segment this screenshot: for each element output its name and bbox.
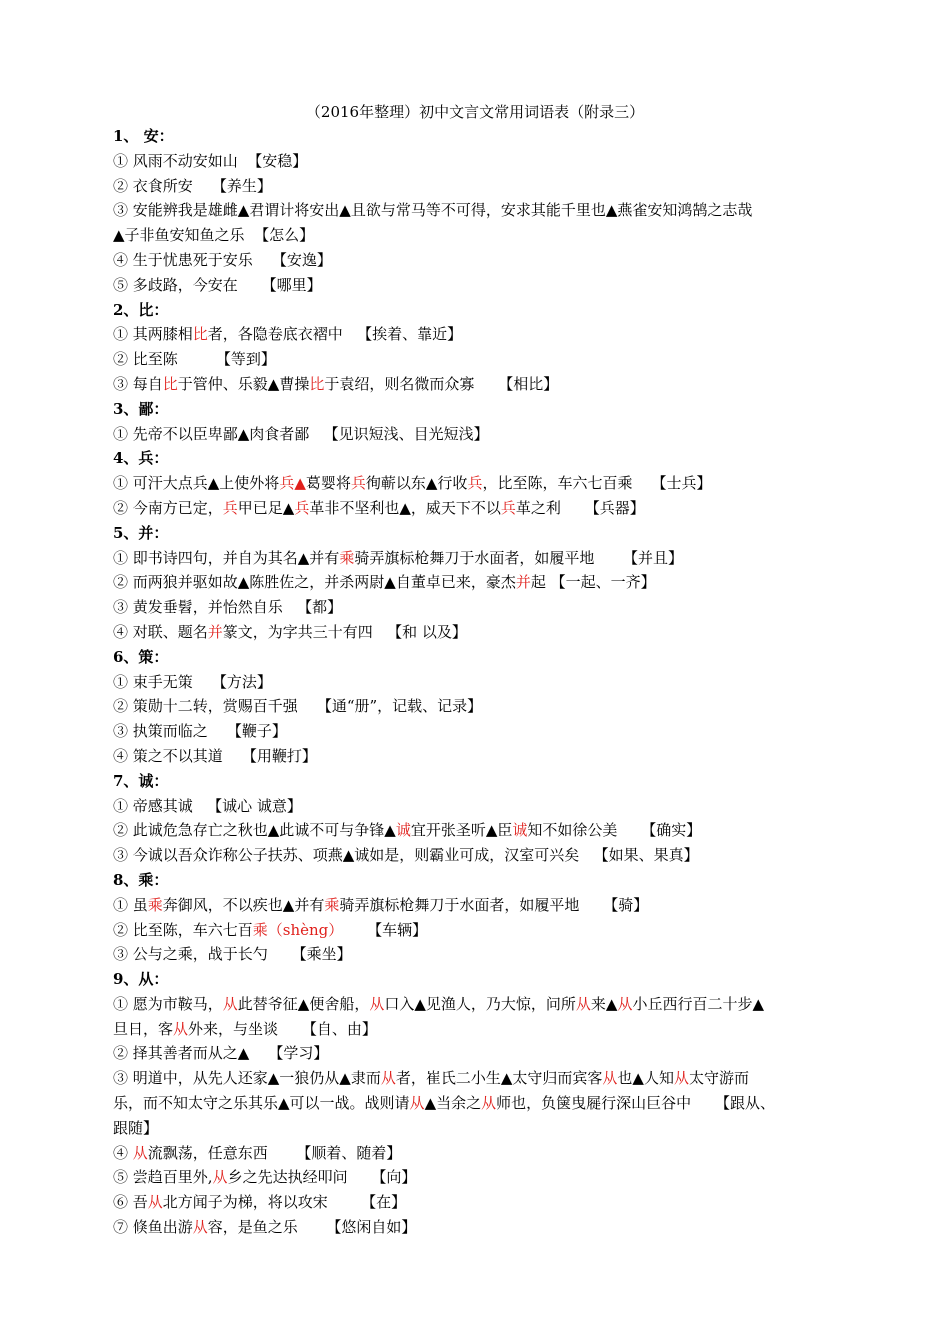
text-segment: 来▲: [590, 994, 618, 1013]
text-segment: ③ 执策而临之 【鞭子】: [113, 722, 287, 741]
text-segment: ⑥ 吾: [113, 1193, 148, 1212]
text-segment: 革非不坚利也▲，威天下不以: [309, 498, 501, 517]
text-segment: ③ 黄发垂髫，并怡然自乐 【都】: [113, 598, 343, 617]
text-segment: ② 择其善者而从之▲ 【学习】: [113, 1044, 329, 1063]
highlighted-word: 兵: [350, 474, 366, 493]
text-segment: 4、兵：: [113, 449, 169, 468]
text-segment: 奔御风，不以疾也▲并有: [162, 895, 325, 914]
text-segment: ② 衣食所安 【养生】: [113, 176, 272, 195]
text-segment: 太守游而: [688, 1069, 749, 1088]
text-segment: ，比至陈，车六七百乘 【士兵】: [482, 474, 712, 493]
text-segment: ① 即书诗四句，并自为其名▲并有: [113, 548, 340, 567]
entry-line: [113, 1091, 848, 1116]
text-segment: 革之利 【兵器】: [515, 498, 645, 517]
text-segment: 流飘荡，任意东西 【顺着、随着】: [147, 1143, 402, 1162]
text-segment: ② 今南方已定，: [113, 498, 223, 517]
text-segment: ① 帝感其诚 【诚心 诚意】: [113, 796, 302, 815]
entry-line: [113, 1066, 848, 1091]
entry-line: [113, 273, 848, 298]
text-segment: ④ 对联、题名: [113, 622, 208, 641]
entry-line: [113, 174, 848, 199]
entry-line: [113, 1041, 848, 1066]
entry-line: [113, 546, 848, 571]
text-segment: ① 先帝不以臣卑鄙▲肉食者鄙 【见识短浅、目光短浅】: [113, 424, 489, 443]
section-heading: [113, 446, 848, 471]
text-segment: ⑤ 尝趋百里外,: [113, 1168, 213, 1187]
entry-line: [113, 347, 848, 372]
highlighted-word: 乘: [324, 895, 340, 914]
section-heading: [113, 521, 848, 546]
entry-line: [113, 719, 848, 744]
entry-line: [113, 1215, 848, 1240]
text-segment: ① 愿为市鞍马，: [113, 994, 223, 1013]
highlighted-word: 兵: [222, 498, 238, 517]
text-segment: 3、鄙：: [113, 399, 169, 418]
text-segment: 容，是鱼之乐 【悠闲自如】: [207, 1218, 417, 1237]
entry-line: [113, 372, 848, 397]
text-segment: ③ 安能辨我是雄雌▲君谓计将安出▲且欲与常马等不可得，安求其能千里也▲燕雀安知鸿鹄之志哉: [113, 201, 753, 220]
text-segment: ④ 策之不以其道 【用鞭打】: [113, 746, 317, 765]
entry-line: [113, 1141, 848, 1166]
entry-line: [113, 942, 848, 967]
text-segment: 徇蕲以东▲行收: [365, 474, 468, 493]
highlighted-word: 比: [162, 374, 178, 393]
section-heading: [113, 124, 848, 149]
entry-line: [113, 694, 848, 719]
highlighted-word: 兵: [294, 498, 310, 517]
entry-line: [113, 843, 848, 868]
text-segment: 8、乘：: [113, 870, 169, 889]
entry-line: [113, 818, 848, 843]
entry-line: [113, 471, 848, 496]
highlighted-word: 从: [380, 1069, 396, 1088]
section-heading: [113, 298, 848, 323]
text-segment: 甲已足▲: [237, 498, 295, 517]
highlighted-word: 诚: [512, 821, 528, 840]
entry-line: [113, 670, 848, 695]
text-segment: 葛婴将: [305, 474, 351, 493]
highlighted-word: 兵: [467, 474, 483, 493]
highlighted-word: 从: [575, 994, 591, 1013]
document-title: （2016年整理）初中文言文常用词语表（附录三）: [305, 103, 645, 121]
text-segment: 外来，与坐谈 【自、由】: [188, 1019, 377, 1038]
entry-line: [113, 422, 848, 447]
entry-line: [113, 496, 848, 521]
highlighted-word: 并: [207, 622, 223, 641]
text-segment: ② 此诚危急存亡之秋也▲此诚不可与争锋▲: [113, 821, 396, 840]
highlighted-word: 从: [192, 1218, 208, 1237]
text-segment: ④: [113, 1143, 133, 1162]
entry-line: [113, 744, 848, 769]
entry-line: [113, 248, 848, 273]
highlighted-word: 从: [222, 994, 238, 1013]
text-segment: 者，各隐卷底衣褶中 【挨着、靠近】: [207, 325, 463, 344]
highlighted-word: 从: [481, 1094, 497, 1113]
highlighted-word: 比: [192, 325, 208, 344]
text-segment: 乡之先达执经叩问 【向】: [227, 1168, 417, 1187]
text-segment: 【车辆】: [343, 920, 428, 939]
text-segment: 知不如徐公美 【确实】: [527, 821, 702, 840]
highlighted-word: 从: [602, 1069, 618, 1088]
text-segment: 篆文，为字共三十有四 【和 以及】: [222, 622, 467, 641]
entry-line: [113, 1116, 848, 1141]
text-segment: ③ 今诚以吾众诈称公子扶苏、项燕▲诚如是，则霸业可成，汉室可兴矣 【如果、果真】: [113, 846, 699, 865]
section-heading: [113, 645, 848, 670]
entry-line: [113, 1017, 848, 1042]
highlighted-word: 从: [173, 1019, 189, 1038]
text-segment: ② 而两狼并驱如故▲陈胜佐之，并杀两尉▲自董卓已来，豪杰: [113, 573, 516, 592]
highlighted-word: 并: [515, 573, 531, 592]
text-segment: ① 束手无策 【方法】: [113, 672, 272, 691]
entry-line: [113, 893, 848, 918]
entry-line: [113, 198, 848, 223]
highlighted-word: 乘: [147, 895, 163, 914]
text-segment: ③ 明道中，从先人还家▲一狼仍从▲隶而: [113, 1069, 381, 1088]
highlighted-word: 从: [212, 1168, 228, 1187]
highlighted-word: 乘（shèng）: [252, 920, 344, 939]
entry-line: [113, 794, 848, 819]
text-segment: ① 可汗大点兵▲上使外将: [113, 474, 280, 493]
text-segment: ① 虽: [113, 895, 148, 914]
entry-line: [113, 1165, 848, 1190]
text-segment: 9、从：: [113, 970, 169, 989]
highlighted-word: 从: [147, 1193, 163, 1212]
text-segment: 于管仲、乐毅▲曹操: [177, 374, 310, 393]
text-segment: ② 策勋十二转，赏赐百千强 【通“册”，记载、记录】: [113, 697, 483, 716]
highlighted-word: 比: [309, 374, 325, 393]
text-segment: 旦日，客: [113, 1019, 174, 1038]
text-segment: 起 【一起、一齐】: [530, 573, 656, 592]
highlighted-word: 从: [673, 1069, 689, 1088]
text-segment: 1、 安：: [113, 127, 174, 145]
text-segment: ③ 每自: [113, 374, 163, 393]
entry-line: [113, 149, 848, 174]
entry-line: [113, 1190, 848, 1215]
highlighted-word: 兵: [500, 498, 516, 517]
text-segment: 师也，负箧曳屣行深山巨谷中 【跟从、: [496, 1094, 775, 1113]
document-body: [113, 124, 848, 1240]
text-segment: 6、策：: [113, 647, 169, 666]
text-segment: 骑弄旗标枪舞刀于水面者，如履平地 【骑】: [339, 895, 649, 914]
text-segment: 骑弄旗标枪舞刀于水面者，如履平地 【并且】: [354, 548, 683, 567]
text-segment: ③ 公与之乘，战于长勺 【乘坐】: [113, 945, 352, 964]
highlighted-word: 兵▲: [279, 474, 306, 493]
section-heading: [113, 967, 848, 992]
text-segment: ⑦ 倏鱼出游: [113, 1218, 193, 1237]
entry-line: [113, 223, 848, 248]
text-segment: 小丘西行百二十步▲: [632, 994, 765, 1013]
text-segment: ⑤ 多歧路，今安在 【哪里】: [113, 275, 322, 294]
section-heading: [113, 769, 848, 794]
entry-line: [113, 992, 848, 1017]
text-segment: ▲当余之: [424, 1094, 482, 1113]
text-segment: 北方闻子为梯，将以攻宋 【在】: [162, 1193, 407, 1212]
text-segment: 5、并：: [113, 523, 169, 542]
highlighted-word: 诚: [395, 821, 411, 840]
entry-line: [113, 322, 848, 347]
text-segment: 于袁绍，则名微而众寡 【相比】: [324, 374, 559, 393]
highlighted-word: 从: [369, 994, 385, 1013]
highlighted-word: 从: [132, 1143, 148, 1162]
highlighted-word: 从: [617, 994, 633, 1013]
text-segment: ② 比至陈 【等到】: [113, 350, 276, 369]
text-segment: ④ 生于忧患死于安乐 【安逸】: [113, 250, 332, 269]
text-segment: 跟随】: [113, 1118, 159, 1137]
text-segment: 也▲人知: [617, 1069, 674, 1088]
highlighted-word: 从: [409, 1094, 425, 1113]
entry-line: [113, 620, 848, 645]
text-segment: 宜开张圣听▲臣: [410, 821, 513, 840]
text-segment: 乐，而不知太守之乐其乐▲可以一战。战则请: [113, 1094, 410, 1113]
text-segment: 此替爷征▲便舍船，: [237, 994, 370, 1013]
text-segment: 者，崔氏二小生▲太守归而宾客: [395, 1069, 603, 1088]
text-segment: ① 风雨不动安如山 【安稳】: [113, 151, 308, 170]
entry-line: [113, 570, 848, 595]
section-heading: [113, 868, 848, 893]
text-segment: ② 比至陈，车六七百: [113, 920, 253, 939]
text-segment: 7、诚：: [113, 771, 169, 790]
entry-line: [113, 595, 848, 620]
section-heading: [113, 397, 848, 422]
text-segment: 口入▲见渔人，乃大惊，问所: [384, 994, 576, 1013]
entry-line: [113, 918, 848, 943]
text-segment: ① 其两膝相: [113, 325, 193, 344]
text-segment: ▲子非鱼安知鱼之乐 【怎么】: [113, 226, 315, 245]
text-segment: 2、比：: [113, 300, 169, 319]
highlighted-word: 乘: [339, 548, 355, 567]
